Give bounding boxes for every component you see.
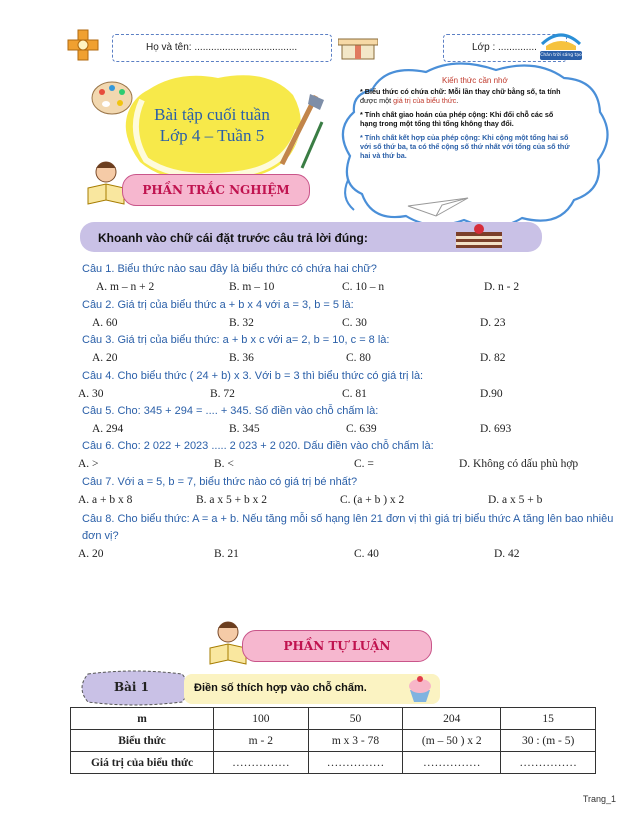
- q8-option-b[interactable]: B. 21: [214, 548, 239, 560]
- table-cell: (m – 50 ) x 2: [403, 730, 501, 752]
- q6-option-a[interactable]: A. >: [78, 458, 99, 470]
- q1-option-c[interactable]: C. 10 – n: [342, 281, 385, 293]
- page-number: Trang_1: [582, 794, 616, 804]
- multiple-choice-title: PHẦN TRẮC NGHIỆM: [142, 183, 290, 197]
- knowledge-item2-line2: hạng trong một tổng thì tổng không thay đổi.: [360, 119, 514, 129]
- essay-title: PHẦN TỰ LUẬN: [283, 639, 391, 653]
- q4-option-a[interactable]: A. 30: [78, 388, 104, 400]
- q7-option-b[interactable]: B. a x 5 + b x 2: [196, 494, 268, 506]
- question-8: Câu 8. Cho biểu thức: A = a + b. Nếu tăng mỗi số hạng lên 21 đơn vị thì giá trị biểu thức A tăng lên bao nhiêu: [82, 513, 614, 525]
- q2-option-c[interactable]: C. 30: [342, 317, 367, 329]
- knowledge-item1-end: .: [456, 96, 459, 106]
- q1-option-d[interactable]: D. n - 2: [484, 281, 520, 293]
- table-cell: m: [71, 708, 214, 730]
- q5-option-a[interactable]: A. 294: [92, 423, 124, 435]
- knowledge-item3-line2: với số thứ ba, ta có thể cộng số thứ nhất với tổng của số thứ: [360, 142, 570, 152]
- q4-option-d[interactable]: D.90: [480, 388, 503, 400]
- knowledge-item1-line1: * Biểu thức có chứa chữ: Mỗi lần thay chữ bằng số, ta tính: [360, 87, 561, 96]
- question-8-cont: đơn vị?: [82, 530, 119, 542]
- reading-child-icon: [84, 158, 128, 206]
- q6-option-b[interactable]: B. <: [214, 458, 234, 470]
- q4-option-c[interactable]: C. 81: [342, 388, 367, 400]
- class-label: Lớp : ..............: [472, 42, 537, 53]
- table-cell: Giá trị của biểu thức: [71, 752, 214, 774]
- question-5: Câu 5. Cho: 345 + 294 = .... + 345. Số điền vào chỗ chấm là:: [82, 405, 379, 417]
- question-6: Câu 6. Cho: 2 022 + 2023 ..... 2 023 + 2 020. Dấu điền vào chỗ chấm là:: [82, 440, 434, 452]
- q4-option-b[interactable]: B. 72: [210, 388, 235, 400]
- q3-option-a[interactable]: A. 20: [92, 352, 118, 364]
- answer-blank[interactable]: ……………: [308, 752, 403, 774]
- q6-option-c[interactable]: C. =: [354, 458, 374, 470]
- table-row: [71, 708, 596, 730]
- q8-option-a[interactable]: A. 20: [78, 548, 104, 560]
- q3-option-d[interactable]: D. 82: [480, 352, 506, 364]
- q5-option-c[interactable]: C. 639: [346, 423, 377, 435]
- q3-option-c[interactable]: C. 80: [346, 352, 371, 364]
- q1-option-a[interactable]: A. m – n + 2: [96, 281, 155, 293]
- multiple-choice-banner: [122, 174, 310, 206]
- answer-blank[interactable]: ……………: [501, 752, 596, 774]
- q5-option-b[interactable]: B. 345: [229, 423, 260, 435]
- answer-blank[interactable]: ……………: [214, 752, 309, 774]
- q7-option-c[interactable]: C. (a + b ) x 2: [340, 494, 405, 506]
- cake-icon: [452, 222, 506, 250]
- exercise-instruction: Điền số thích hợp vào chỗ chấm.: [194, 682, 367, 694]
- title-line1: Bài tập cuối tuần: [154, 105, 270, 124]
- q3-option-b[interactable]: B. 36: [229, 352, 254, 364]
- table-cell: 30 : (m - 5): [501, 730, 596, 752]
- question-3: Câu 3. Giá trị của biểu thức: a + b x c với a= 2, b = 10, c = 8 là:: [82, 334, 390, 346]
- table-cell: 15: [501, 708, 596, 730]
- exercise-table: [70, 707, 596, 774]
- answer-blank[interactable]: ……………: [403, 752, 501, 774]
- publisher-logo-text: Chân trời sáng tạo: [540, 53, 582, 58]
- publisher-logo: [536, 28, 586, 62]
- table-cell: 100: [214, 708, 309, 730]
- table-cell: m x 3 - 78: [308, 730, 403, 752]
- q8-option-d[interactable]: D. 42: [494, 548, 520, 560]
- knowledge-item3-line3: hai và thứ ba.: [360, 151, 407, 161]
- paintbrush-icon: [272, 92, 328, 170]
- table-row: [71, 730, 596, 752]
- q2-option-d[interactable]: D. 23: [480, 317, 506, 329]
- q5-option-d[interactable]: D. 693: [480, 423, 512, 435]
- question-4: Câu 4. Cho biểu thức ( 24 + b) x 3. Với b = 3 thì biểu thức có giá trị là:: [82, 370, 424, 382]
- knowledge-item3-line1: * Tính chất kết hợp của phép cộng: Khi cộng một tổng hai số: [360, 132, 569, 142]
- q1-option-b[interactable]: B. m – 10: [229, 281, 275, 293]
- cupcake-icon: [406, 674, 434, 704]
- title-line2: Lớp 4 – Tuần 5: [159, 126, 265, 145]
- knowledge-item2-line1: * Tính chất giao hoán của phép cộng: Khi đổi chỗ các số: [360, 109, 554, 119]
- table-cell: Biểu thức: [71, 730, 214, 752]
- table-row: [71, 752, 596, 774]
- q2-option-a[interactable]: A. 60: [92, 317, 118, 329]
- q7-option-a[interactable]: A. a + b x 8: [78, 494, 133, 506]
- knowledge-title: Kiến thức cần nhớ: [442, 76, 508, 85]
- instruction-text: Khoanh vào chữ cái đặt trước câu trả lời đúng:: [98, 231, 368, 245]
- table-cell: m - 2: [214, 730, 309, 752]
- question-2: Câu 2. Giá trị của biểu thức a + b x 4 với a = 3, b = 5 là:: [82, 299, 354, 311]
- name-label: Họ và tên: .....................................: [146, 42, 298, 53]
- q2-option-b[interactable]: B. 32: [229, 317, 254, 329]
- table-cell: 204: [403, 708, 501, 730]
- question-1: Câu 1. Biểu thức nào sau đây là biểu thức có chứa hai chữ?: [82, 263, 377, 275]
- question-7: Câu 7. Với a = 5, b = 7, biểu thức nào có giá trị bé nhất?: [82, 476, 358, 488]
- essay-banner: [242, 630, 432, 662]
- q8-option-c[interactable]: C. 40: [354, 548, 379, 560]
- table-cell: 50: [308, 708, 403, 730]
- gift-icon: [338, 33, 378, 61]
- exercise-label: Bài 1: [114, 680, 150, 694]
- cross-emblem-icon: [66, 28, 100, 62]
- paper-plane-icon: [406, 196, 470, 218]
- knowledge-body: [360, 87, 600, 161]
- knowledge-item1-line2: được một: [360, 96, 394, 106]
- q6-option-d[interactable]: D. Không có dấu phù hợp: [459, 458, 579, 470]
- knowledge-item1-highlight: giá trị của biểu thức: [393, 96, 457, 106]
- q7-option-d[interactable]: D. a x 5 + b: [488, 494, 543, 506]
